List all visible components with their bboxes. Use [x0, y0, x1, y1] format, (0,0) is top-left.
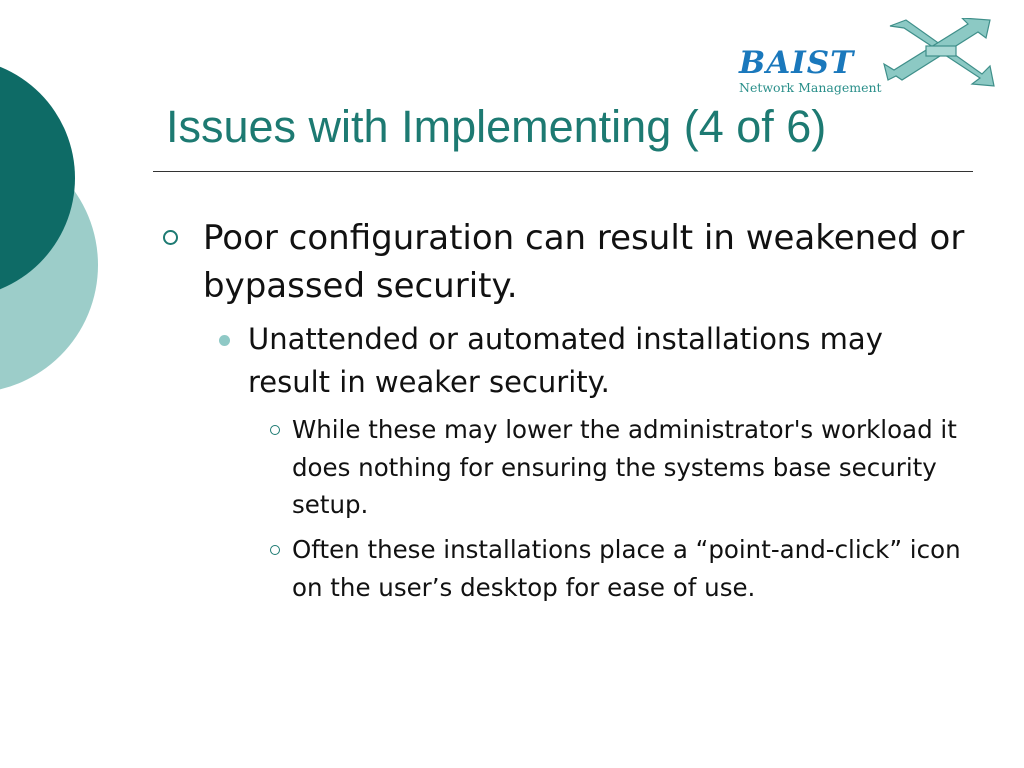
- bullet-level-1: [203, 214, 983, 310]
- hollow-circle-bullet-icon: [270, 545, 280, 555]
- decorative-circles: [0, 0, 110, 410]
- logo-subtitle: Network Management: [739, 80, 882, 95]
- bullet-level-3: [292, 411, 972, 524]
- bullet-text: Often these installations place a “point-and-click” icon on the user’s desktop for ease of use.: [292, 535, 961, 602]
- crossed-arrows-icon: [882, 18, 1000, 88]
- baist-logo: [732, 18, 1002, 102]
- bullet-text: While these may lower the administrator's workload it does nothing for ensuring the systems base security setup.: [292, 415, 957, 519]
- logo-name: BAIST: [739, 45, 855, 81]
- title-divider: [153, 171, 973, 172]
- hollow-circle-bullet-icon: [163, 230, 178, 245]
- filled-circle-bullet-icon: [219, 335, 230, 346]
- hollow-circle-bullet-icon: [270, 425, 280, 435]
- bullet-text: Unattended or automated installations may result in weaker security.: [248, 322, 883, 399]
- slide-title: Issues with Implementing (4 of 6): [166, 101, 827, 152]
- bullet-text: Poor configuration can result in weakened or bypassed security.: [203, 218, 965, 306]
- bullet-level-2: [248, 318, 968, 404]
- bullet-level-3: [292, 531, 972, 606]
